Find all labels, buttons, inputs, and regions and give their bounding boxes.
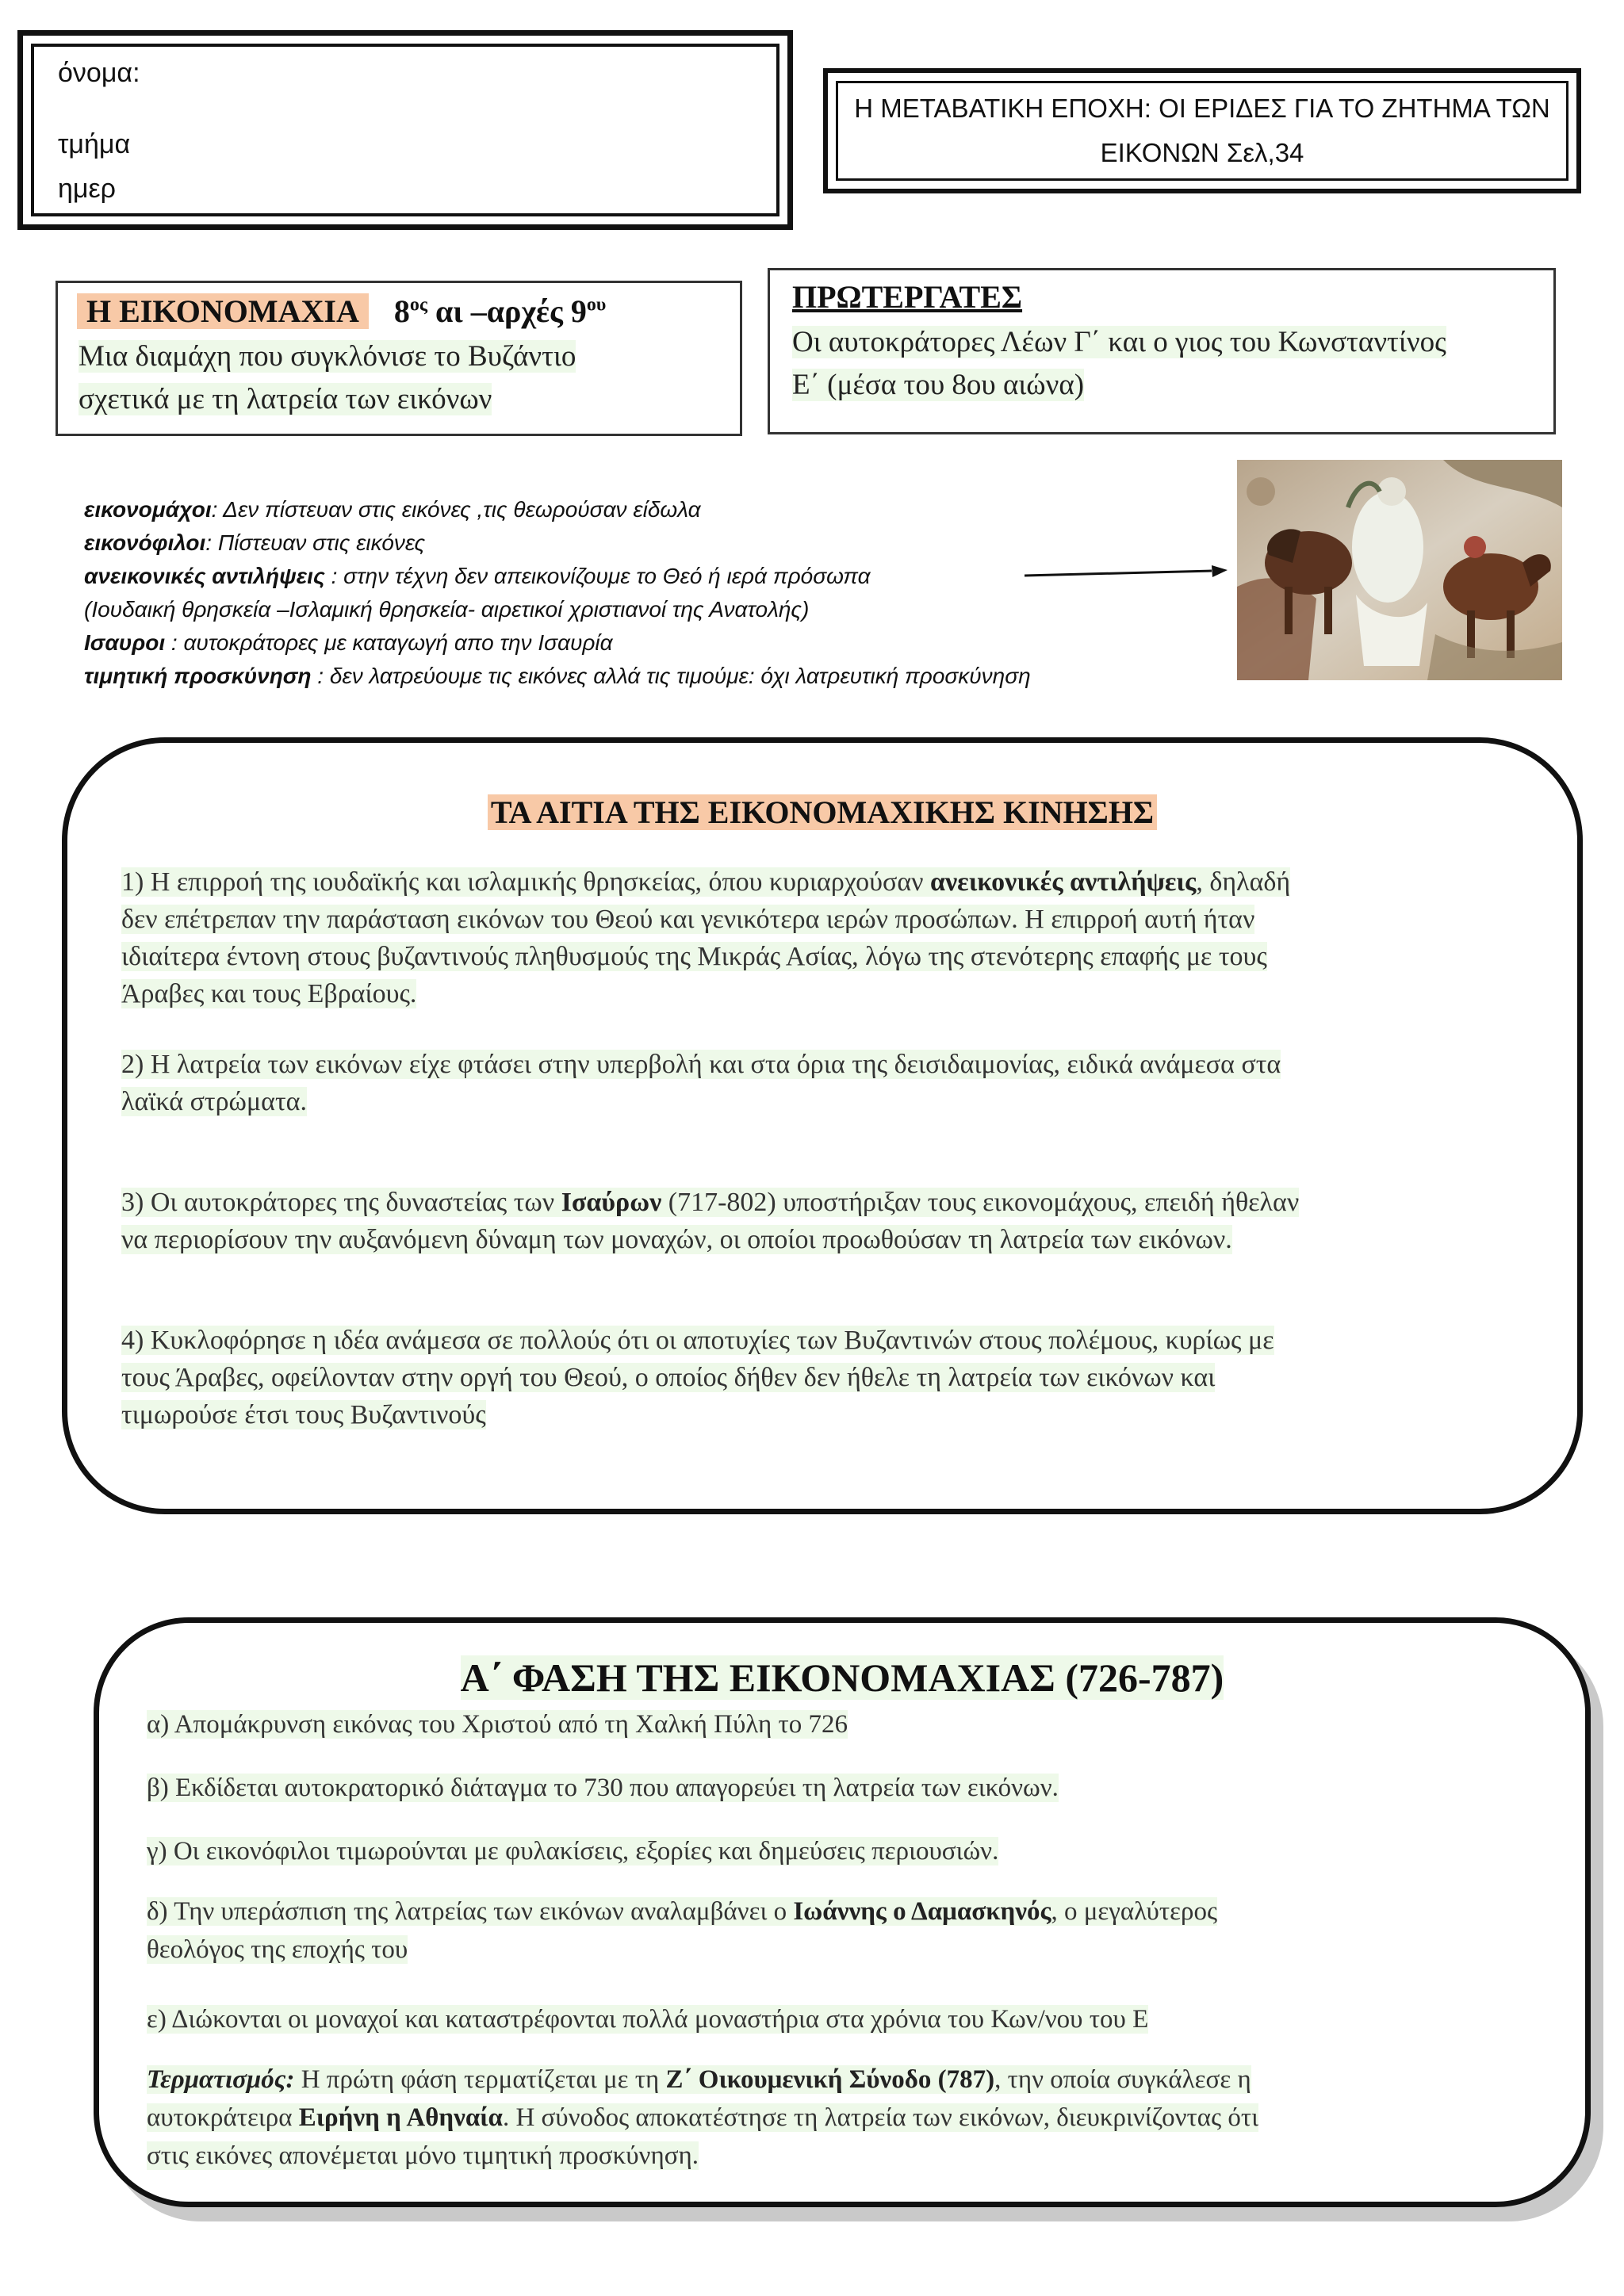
iconoclasm-period: $8^{o\varsigma}$ αι –αρχές $9^{o\upsilon}$ (393, 293, 607, 329)
definitions-list (84, 493, 1242, 693)
worksheet-title-box (823, 68, 1581, 193)
phase-a-heading: Α΄ ΦΑΣΗ ΤΗΣ ΕΙΚΟΝΟΜΑΧΙΑΣ (726-787) (460, 1655, 1224, 1700)
phase-termination: Τερματισμός: Η πρώτη φάση τερματίζεται με τη Ζ΄ Οικουμενική Σύνοδο (787), την οποία συγκάλεσε η αυτοκράτειρα Ειρήνη η Αθηναία. Η σύνοδος αποκατέστησε τη λατρεία των εικόνων, διευκρινίζοντας ότι στις εικόνες απονέμεται μόνο τιμητική προσκύνηση. (147, 2065, 1259, 2170)
phase-item-b: β) Εκδίδεται αυτοκρατορικό διάταγμα το 730 που απαγορεύει τη λατρεία των εικόνων. (147, 1774, 1059, 1802)
causes-heading: ΤΑ ΑΙΤΙΑ ΤΗΣ ΕΙΚΟΝΟΜΑΧΙΚΗΣ ΚΙΝΗΣΗΣ (67, 794, 1577, 831)
student-info-box (17, 30, 793, 230)
protagonists-box (768, 268, 1556, 434)
cause-paragraph-1: 1) Η επιρροή της ιουδαϊκής και ισλαμικής θρησκείας, όπου κυριαρχούσαν ανεικονικές αντιλήψεις, δηλαδή δεν επέτρεπαν την παράσταση εικόνων του Θεού και γενικότερα ιερών προσώπων. Η επιρροή αυτή ήταν ιδιαίτερα έντονη στους βυζαντινούς πληθυσμούς της Μικράς Ασίας, λόγω της στενότερης επαφής με τους Άραβες και τους Εβραίους. (121, 867, 1291, 1008)
definition-line: τιμητική προσκύνηση : δεν λατρεύουμε τις εικόνες αλλά τις τιμούμε: όχι λατρευτική προσκύνηση (84, 664, 1031, 688)
name-field-label: όνομα: (58, 58, 140, 88)
cause-paragraph-4: 4) Κυκλοφόρησε η ιδέα ανάμεσα σε πολλούς ότι οι αποτυχίες των Βυζαντινών στους πολέμους, κυρίως με τους Άραβες, οφείλονταν στην οργή του Θεού, ο οποίος δήθεν δεν ήθελε τη λατρεία των εικόνων και τιμωρούσε έτσι τους Βυζαντινούς (121, 1326, 1274, 1429)
iconoclasm-heading (77, 293, 606, 330)
definition-line: Ισαυροι : αυτοκράτορες με καταγωγή απο την Ισαυρία (84, 630, 613, 655)
date-field-label: ημερ (58, 174, 116, 204)
iconoclasm-box (56, 281, 742, 436)
arrow-right-icon (1025, 564, 1228, 584)
cause-paragraph-3: 3) Οι αυτοκράτορες της δυναστείας των Ισαύρων (717-802) υποστήριξαν τους εικονομάχους, επειδή ήθελαν να περιορίσουν την αυξανόμενη δύναμη των μοναχών, οι οποίοι προωθούσαν τη λατρεία των εικόνων. (121, 1188, 1300, 1254)
class-field-label: τμήμα (58, 129, 131, 159)
phase-item-d: δ) Την υπεράσπιση της λατρείας των εικόνων αναλαμβάνει ο Ιωάννης ο Δαμασκηνός, ο μεγαλύτερος θεολόγος της εποχής του (147, 1897, 1218, 1964)
byzantine-painting-riders-icon (1237, 460, 1562, 680)
protagonists-description: Οι αυτοκράτορες Λέων Γ΄ και ο γιος του Κωνσταντίνος Ε΄ (μέσα του 8ου αιώνα) (792, 326, 1446, 401)
student-info-inner-border (31, 44, 779, 216)
phase-a-panel (94, 1617, 1591, 2207)
definition-line: εικονομάχοι: Δεν πίστευαν στις εικόνες ,τις θεωρούσαν είδωλα (84, 497, 701, 522)
iconoclasm-description: Μια διαμάχη που συγκλόνισε το Βυζάντιο σχετικά με τη λατρεία των εικόνων (79, 340, 576, 415)
definition-line: εικονόφιλοι: Πίστευαν στις εικόνες (84, 530, 426, 555)
phase-item-a: α) Απομάκρυνση εικόνας του Χριστού από τη Χαλκή Πύλη το 726 (147, 1710, 848, 1739)
causes-panel (62, 737, 1583, 1514)
iconoclasm-title: Η ΕΙΚΟΝΟΜΑΧΙΑ (77, 293, 369, 329)
worksheet-title-line2: ΕΙΚΟΝΩΝ Σελ,34 (1100, 138, 1304, 167)
definition-line: (Ιουδαική θρησκεία –Ισλαμική θρησκεία- αιρετικοί χριστιανοί της Ανατολής) (84, 597, 810, 622)
protagonists-heading: ΠΡΩΤΕΡΓΑΤΕΣ (792, 279, 1023, 315)
phase-item-c: γ) Οι εικονόφιλοι τιμωρούνται με φυλακίσεις, εξορίες και δημεύσεις περιουσιών. (147, 1837, 999, 1866)
definition-line: ανεικονικές αντιλήψεις : στην τέχνη δεν απεικονίζουμε το Θεό ή ιερά πρόσωπα (84, 564, 871, 588)
worksheet-title-line1: Η ΜΕΤΑΒΑΤΙΚΗ ΕΠΟΧΗ: ΟΙ ΕΡΙΔΕΣ ΓΙΑ ΤΟ ΖΗΤΗΜΑ ΤΩΝ (854, 94, 1550, 123)
cause-paragraph-2: 2) Η λατρεία των εικόνων είχε φτάσει στην υπερβολή και στα όρια της δεισιδαιμονίας, ειδικά ανάμεσα στα λαϊκά στρώματα. (121, 1050, 1281, 1116)
phase-item-e: ε) Διώκονται οι μοναχοί και καταστρέφονται πολλά μοναστήρια στα χρόνια του Κων/νου του Ε (147, 2005, 1149, 2034)
